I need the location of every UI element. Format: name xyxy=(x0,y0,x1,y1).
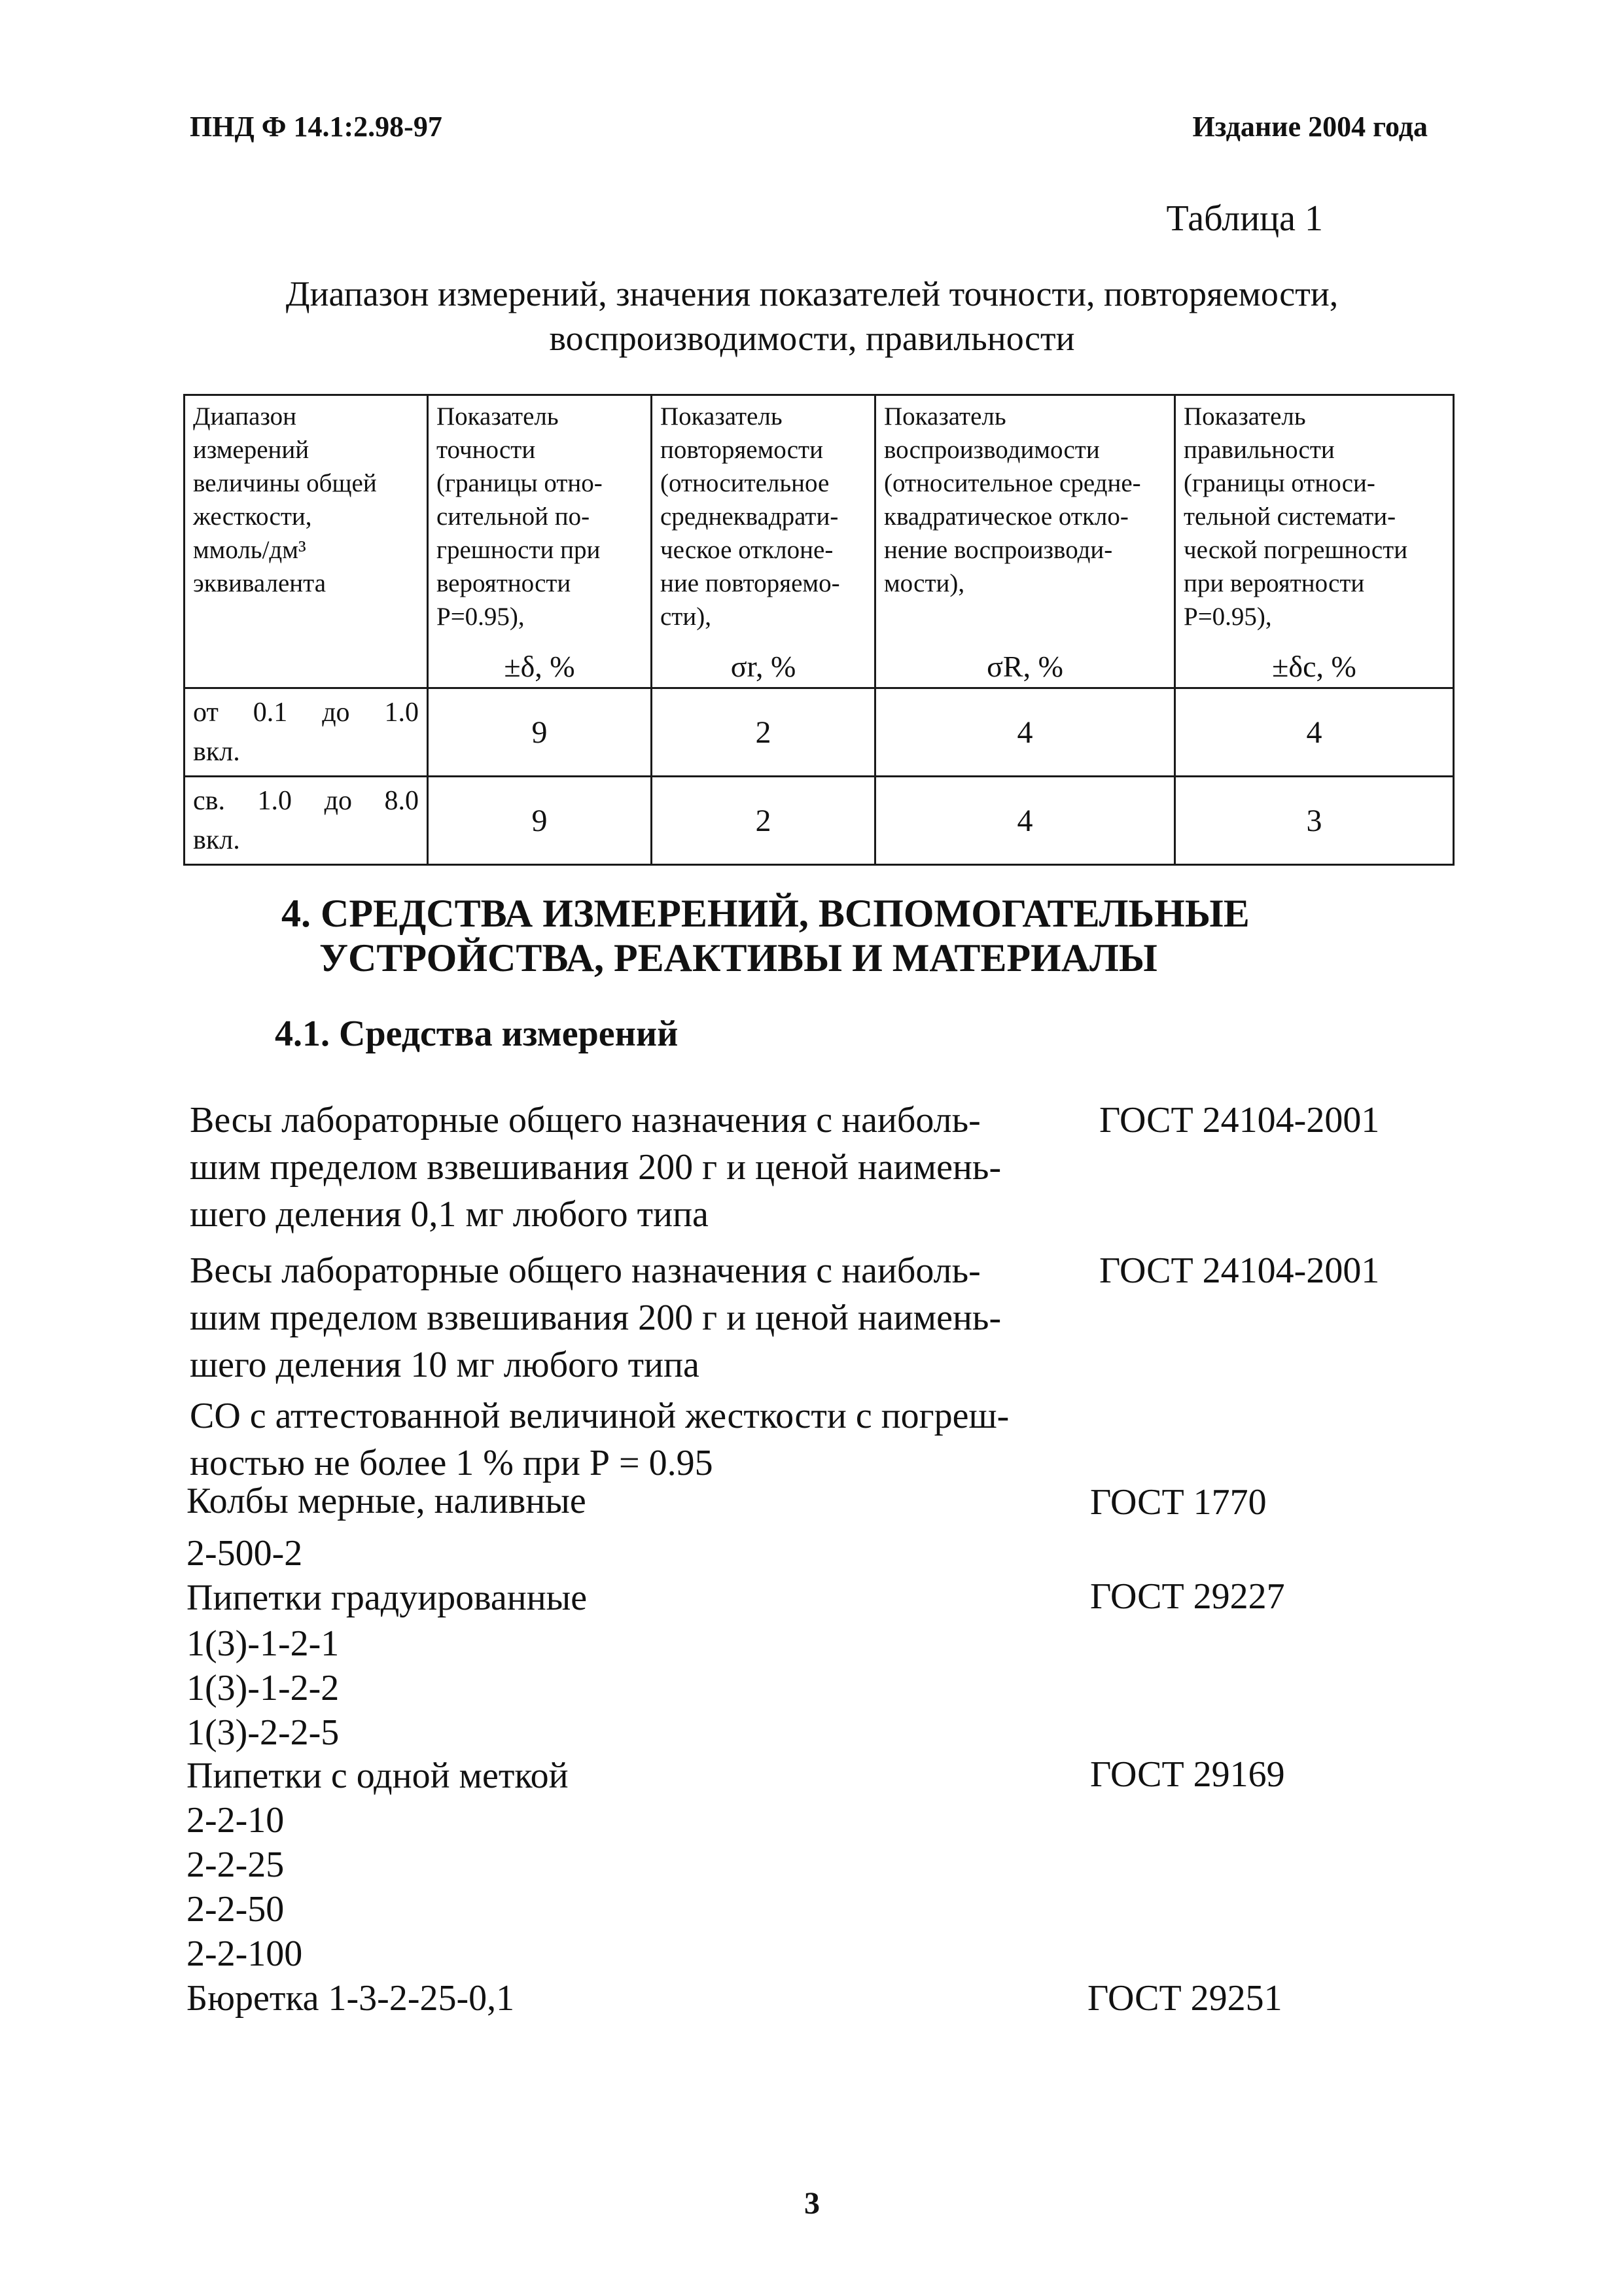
list-item-burette: Бюретка 1-3-2-25-0,1 xyxy=(186,1978,515,2019)
list-item-scales-2: Весы лабораторные общего назначения с наиболь- шим пределом взвешивания 200 г и ценой наимень- шего деления 10 мг любого типа xyxy=(190,1250,1002,1385)
document-code: ПНД Ф 14.1:2.98-97 xyxy=(190,111,442,143)
trueness-value: 4 xyxy=(1175,688,1454,777)
standard-single-mark-pipettes: ГОСТ 29169 xyxy=(1090,1754,1285,1795)
list-item-flasks: Колбы мерные, наливные xyxy=(186,1481,586,1521)
single-mark-pipette-size: 2-2-25 xyxy=(186,1845,285,1885)
single-mark-pipette-size: 2-2-10 xyxy=(186,1800,285,1841)
standard-scales-1: ГОСТ 24104-2001 xyxy=(1099,1100,1380,1140)
standard-graduated-pipettes: ГОСТ 29227 xyxy=(1090,1576,1285,1617)
graduated-pipette-size: 1(3)-1-2-1 xyxy=(186,1623,340,1664)
repeatability-value: 2 xyxy=(652,777,875,865)
table-row xyxy=(185,777,1454,865)
header-cell-repeatability: Показатель повторяемости (относительное среднеквадрати- ческое отклоне- ние повторяемо- сти), σr, % xyxy=(652,395,875,688)
reproducibility-symbol: σR, % xyxy=(987,650,1063,683)
list-item-single-mark-pipettes: Пипетки с одной меткой xyxy=(186,1756,569,1796)
table-row xyxy=(185,688,1454,777)
list-item-graduated-pipettes: Пипетки градуированные xyxy=(186,1578,588,1618)
header-cell-accuracy: Показатель точности (границы отно- сительной по- грешности при вероятности Р=0.95), ±δ, % xyxy=(428,395,652,688)
reproducibility-value: 4 xyxy=(875,688,1175,777)
range-cell: св. 1.0 до 8.0 вкл. xyxy=(185,777,428,865)
subsection-title: 4.1. Средства измерений xyxy=(275,1014,679,1054)
single-mark-pipette-size: 2-2-50 xyxy=(186,1889,285,1930)
page-number: 3 xyxy=(804,2186,820,2221)
graduated-pipette-size: 1(3)-1-2-2 xyxy=(186,1668,340,1708)
accuracy-symbol: ±δ, % xyxy=(504,650,575,683)
header-cell-range: Диапазон измерений величины общей жесткости, ммоль/дм³ эквивалента xyxy=(185,395,428,688)
header-cell-trueness: Показатель правильности (границы относи- тельной системати- ческой погрешности при вероятности Р=0.95), ±δc, % xyxy=(1175,395,1454,688)
repeatability-symbol: σr, % xyxy=(730,650,796,683)
standard-flasks: ГОСТ 1770 xyxy=(1090,1482,1267,1523)
single-mark-pipette-size: 2-2-100 xyxy=(186,1934,303,1974)
accuracy-table xyxy=(183,394,1455,866)
trueness-value: 3 xyxy=(1175,777,1454,865)
accuracy-value: 9 xyxy=(428,688,652,777)
table-label: Таблица 1 xyxy=(1166,198,1323,239)
graduated-pipette-size: 1(3)-2-2-5 xyxy=(186,1712,340,1753)
reproducibility-value: 4 xyxy=(875,777,1175,865)
table-caption-line-1: Диапазон измерений, значения показателей точности, повторяемости, xyxy=(285,274,1339,313)
standard-burette: ГОСТ 29251 xyxy=(1087,1978,1282,2019)
repeatability-value: 2 xyxy=(652,688,875,777)
edition-year: Издание 2004 года xyxy=(1192,111,1428,143)
accuracy-value: 9 xyxy=(428,777,652,865)
range-cell: от 0.1 до 1.0 вкл. xyxy=(185,688,428,777)
section-title-line-1: 4. СРЕДСТВА ИЗМЕРЕНИЙ, ВСПОМОГАТЕЛЬНЫЕ xyxy=(281,892,1250,935)
trueness-symbol: ±δc, % xyxy=(1272,650,1356,683)
list-item-reference-material: СО с аттестованной величиной жесткости с погреш- ностью не более 1 % при Р = 0.95 xyxy=(190,1396,1010,1483)
table-caption-line-2: воспроизводимости, правильности xyxy=(549,319,1075,358)
section-title-line-2: УСТРОЙСТВА, РЕАКТИВЫ И МАТЕРИАЛЫ xyxy=(319,936,1157,980)
standard-scales-2: ГОСТ 24104-2001 xyxy=(1099,1250,1380,1291)
header-cell-reproducibility: Показатель воспроизводимости (относительное средне- квадратическое откло- нение воспроизводи- мости), σR, % xyxy=(875,395,1175,688)
flask-size: 2-500-2 xyxy=(186,1533,303,1574)
table-header-row xyxy=(185,395,1454,688)
list-item-scales-1: Весы лабораторные общего назначения с наиболь- шим пределом взвешивания 200 г и ценой наимень- шего деления 0,1 мг любого типа xyxy=(190,1100,1002,1235)
